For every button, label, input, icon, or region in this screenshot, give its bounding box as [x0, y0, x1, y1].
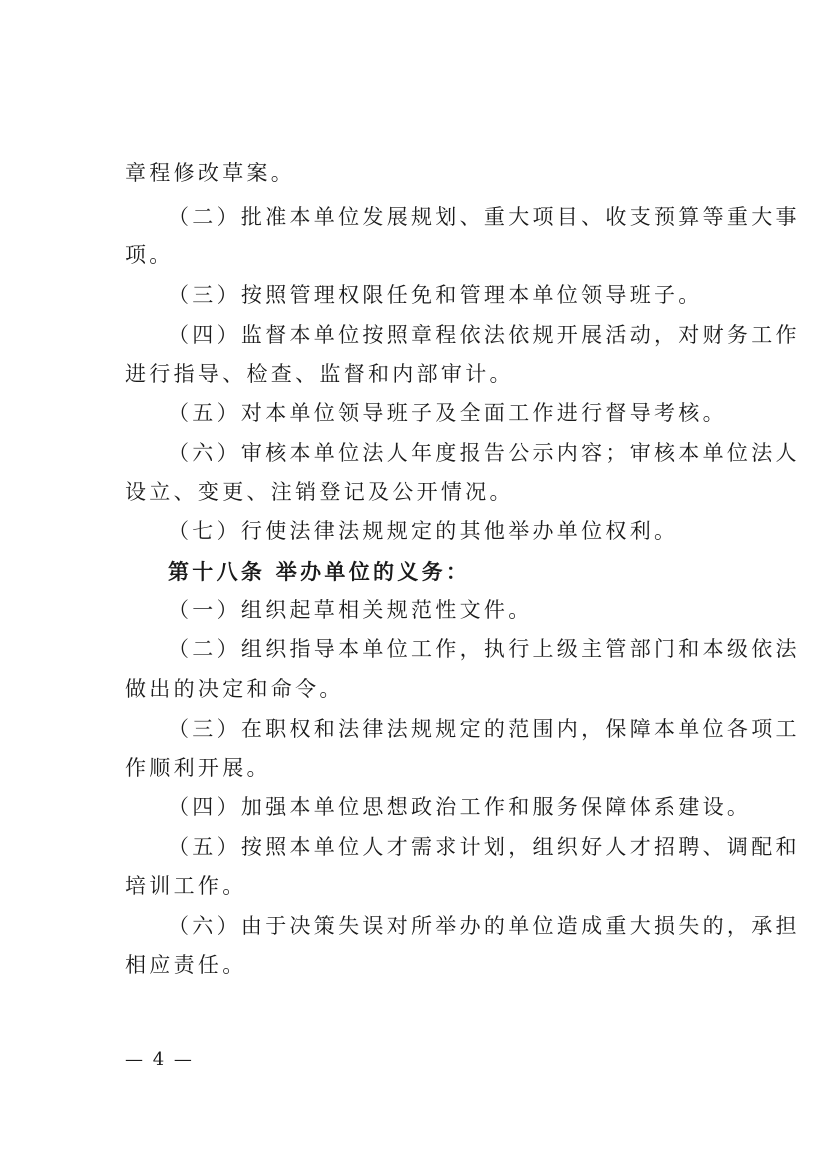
text-line: （五）按照本单位人才需求计划，组织好人才招聘、调配和 — [168, 835, 800, 859]
text-line: （六）由于决策失误对所举办的单位造成重大损失的，承担 — [168, 914, 800, 938]
text-line: （三）在职权和法律法规规定的范围内，保障本单位各项工 — [168, 717, 800, 741]
text-line: 章程修改草案。 — [125, 161, 296, 185]
text-line: 培训工作。 — [125, 874, 247, 898]
text-line: 相应责任。 — [125, 953, 247, 977]
text-line: 项。 — [125, 243, 174, 267]
page-number: — 4 — — [125, 1049, 194, 1070]
text-line: 进行指导、检查、监督和内部审计。 — [125, 362, 514, 386]
text-line: （七）行使法律法规规定的其他举办单位权利。 — [168, 519, 679, 543]
text-line: （三）按照管理权限任免和管理本单位领导班子。 — [168, 283, 703, 307]
text-line: （五）对本单位领导班子及全面工作进行督导考核。 — [168, 401, 727, 425]
text-line: 做出的决定和命令。 — [125, 677, 344, 701]
article-heading: 第十八条 举办单位的义务： — [168, 559, 471, 584]
text-line: （四）加强本单位思想政治工作和服务保障体系建设。 — [168, 795, 752, 819]
text-line: （六）审核本单位法人年度报告公示内容；审核本单位法人 — [168, 441, 800, 465]
text-line: （一）组织起草相关规范性文件。 — [168, 598, 533, 622]
text-line: （四）监督本单位按照章程依法依规开展活动，对财务工作 — [168, 323, 800, 347]
text-line: （二）批准本单位发展规划、重大项目、收支预算等重大事 — [168, 205, 800, 229]
text-line: 设立、变更、注销登记及公开情况。 — [125, 480, 514, 504]
text-line: 作顺利开展。 — [125, 756, 271, 780]
text-line: （二）组织指导本单位工作，执行上级主管部门和本级依法 — [168, 637, 800, 661]
